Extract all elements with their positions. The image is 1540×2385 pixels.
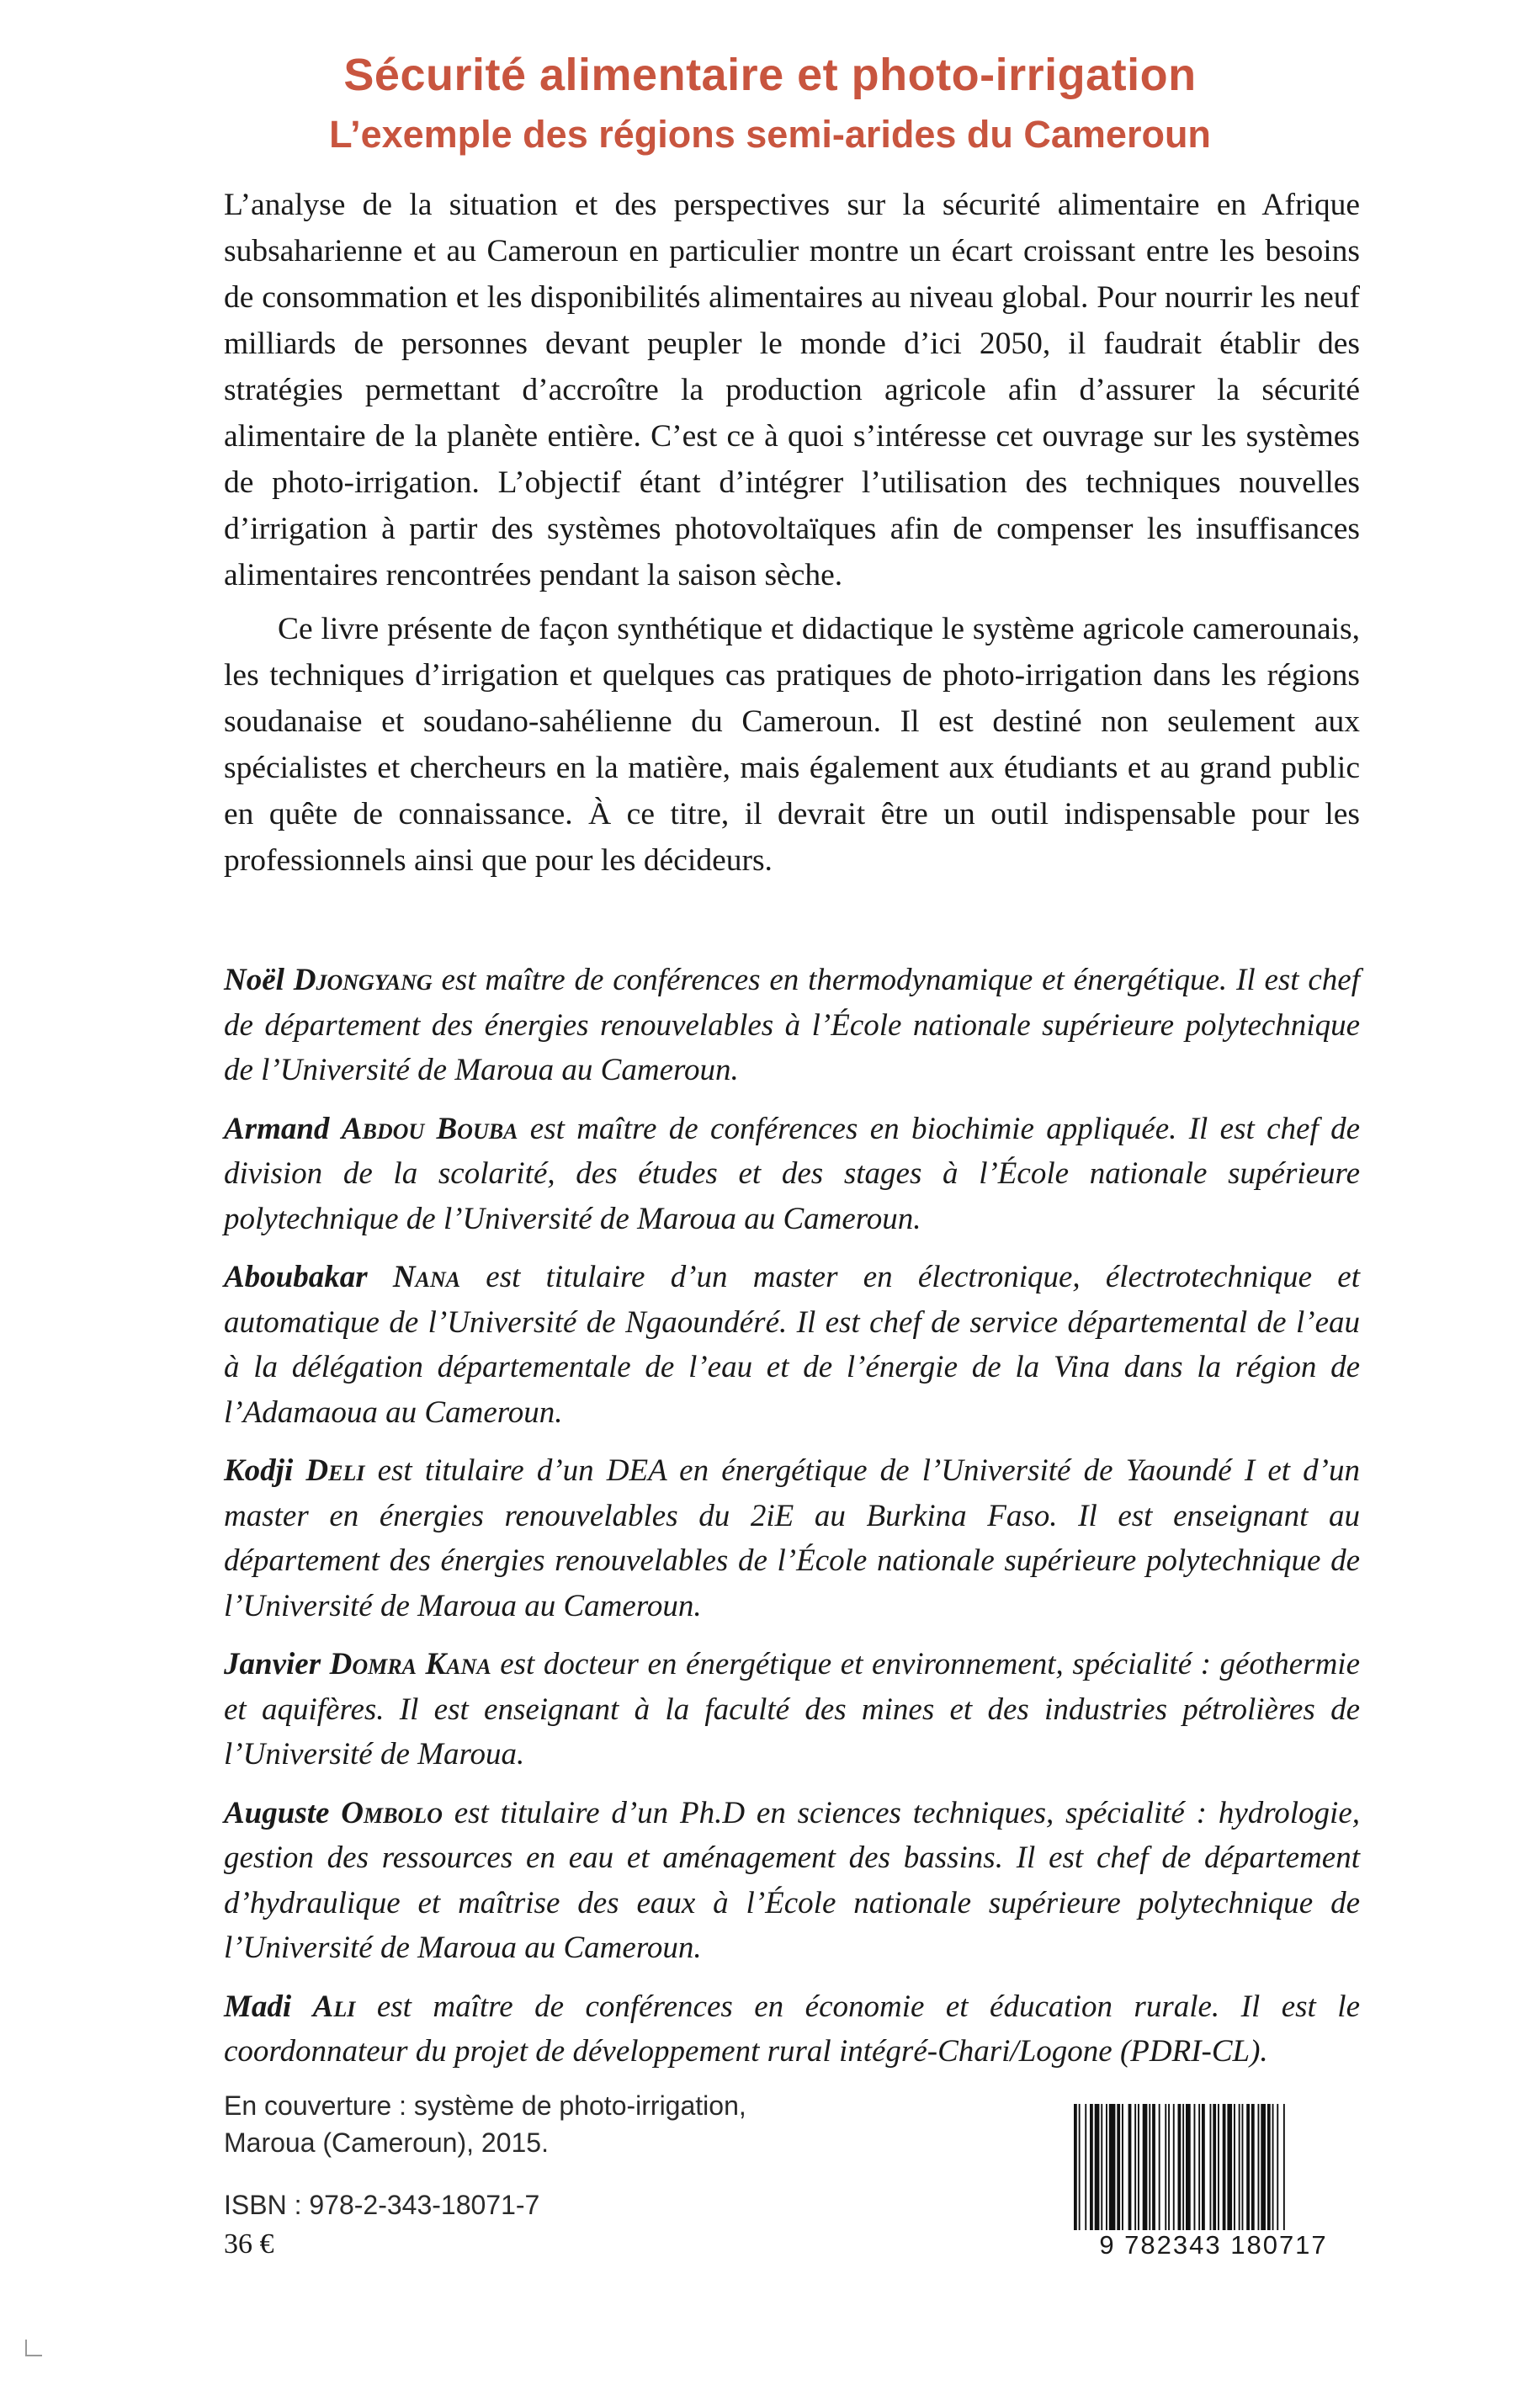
barcode-bar: [1095, 2104, 1100, 2230]
barcode-bar: [1173, 2104, 1175, 2230]
author-bio-text: est docteur en énergétique et environnement, spécialité : géothermie et aquifères. Il est enseignant à la faculté des mines et des industries pétrolières de l’Université de Maroua.: [224, 1647, 1361, 1771]
author-name: [224, 1796, 443, 1830]
barcode-bar: [1202, 2104, 1205, 2230]
author-name: [224, 1989, 355, 2024]
author-last-name: Nana: [392, 1260, 461, 1294]
barcode-bars: [1069, 2104, 1355, 2230]
barcode-bar: [1149, 2104, 1150, 2230]
author-first-name: Janvier: [224, 1647, 321, 1681]
barcode-digits: 9 782343 180717: [1064, 2230, 1363, 2260]
barcode-bar: [1272, 2104, 1274, 2230]
author-bio: [224, 958, 1360, 1093]
author-first-name: Armand: [224, 1111, 330, 1146]
barcode-bar: [1101, 2104, 1102, 2230]
barcode-bar: [1283, 2104, 1285, 2230]
barcode-bar: [1109, 2104, 1116, 2230]
barcode-bar: [1218, 2104, 1219, 2230]
barcode-bar: [1143, 2104, 1148, 2230]
author-first-name: Auguste: [224, 1795, 330, 1830]
author-last-name: Deli: [305, 1453, 365, 1488]
author-bio: [224, 1791, 1360, 1971]
barcode-bar: [1251, 2104, 1255, 2230]
author-last-name: Domra Kana: [329, 1647, 491, 1681]
barcode-bar: [1242, 2104, 1244, 2230]
barcode-bar: [1159, 2104, 1160, 2230]
price: 36 €: [224, 2228, 274, 2260]
barcode-bar: [1178, 2104, 1182, 2230]
barcode-bar: [1106, 2104, 1107, 2230]
barcode-bar: [1239, 2104, 1240, 2230]
barcode-bar: [1277, 2104, 1278, 2230]
crop-mark: [25, 2340, 42, 2356]
author-first-name: Kodji: [224, 1453, 294, 1488]
barcode-bar: [1134, 2104, 1136, 2230]
author-bio: [224, 1642, 1360, 1777]
author-name: [224, 963, 433, 997]
author-last-name: Ali: [312, 1989, 356, 2024]
author-name: [224, 1647, 491, 1681]
author-bio: [224, 1984, 1360, 2074]
barcode-bar: [1246, 2104, 1250, 2230]
summary-paragraph-2: Ce livre présente de façon synthétique et didactique le système agricole camerounais, les techniques d’irrigation et quelques cas pratiques de photo-irrigation dans les régions soudanaise et soudano-sahélienne du Cameroun. Il est destiné non seulement aux spécialistes et chercheurs en la matière, mais également aux étudiants et au grand public en quête de connaissance. À ce titre, il devrait être un outil indispensable pour les professionnels ainsi que pour les décideurs.: [224, 612, 1360, 878]
author-bio-text: est titulaire d’un DEA en énergétique de l’Université de Yaoundé I et d’un master en énergies renouvelables du 2iE au Burkina Faso. Il est enseignant au département des énergies renouvelables de l’École nationale supérieure polytechnique de l’Université de Maroua au Cameroun.: [224, 1453, 1360, 1623]
barcode-bar: [1165, 2104, 1166, 2230]
author-last-name: Ombolo: [341, 1795, 443, 1830]
barcode-bar: [1186, 2104, 1191, 2230]
barcode-bar: [1210, 2104, 1212, 2230]
barcode-bar: [1138, 2104, 1139, 2230]
author-last-name: Abdou Bouba: [341, 1111, 518, 1146]
cover-credit: [224, 2087, 746, 2161]
barcode-bar: [1223, 2104, 1226, 2230]
barcode-bar: [1194, 2104, 1196, 2230]
author-name: [224, 1453, 364, 1488]
barcode-bar: [1152, 2104, 1155, 2230]
barcode-bar: [1227, 2104, 1232, 2230]
barcode-bar: [1261, 2104, 1266, 2230]
book-title: Sécurité alimentaire et photo-irrigation: [343, 50, 1197, 100]
barcode-bar: [1122, 2104, 1123, 2230]
barcode-bar: [1213, 2104, 1216, 2230]
author-bio-text: est maître de conférences en biochimie appliquée. Il est chef de division de la scolarité, des études et des stages à l’École nationale supérieure polytechnique de l’Université de Maroua au Cameroun.: [224, 1111, 1361, 1236]
barcode-bar: [1085, 2104, 1086, 2230]
author-first-name: Aboubakar: [224, 1260, 368, 1294]
author-last-name: Djongyang: [293, 963, 433, 997]
barcode-bar: [1168, 2104, 1170, 2230]
barcode-bar: [1128, 2104, 1132, 2230]
cover-credit-line-1: En couverture : système de photo-irrigation,: [224, 2090, 746, 2121]
barcode-bar: [1117, 2104, 1120, 2230]
barcode-bar: [1267, 2104, 1271, 2230]
author-bio: [224, 1107, 1360, 1242]
summary: [224, 182, 1360, 884]
barcode-bar: [1079, 2104, 1081, 2230]
author-bio: [224, 1255, 1360, 1435]
author-bio-text: est titulaire d’un Ph.D en sciences techniques, spécialité : hydrologie, gestion des ressources en eau et aménagement des bassins. Il est chef de département d’hydraulique et maîtrise des eaux à l’École nationale supérieure polytechnique de l’Université de Maroua au Cameroun.: [224, 1795, 1361, 1965]
barcode-bar: [1074, 2104, 1077, 2230]
book-subtitle: L’exemple des régions semi-arides du Cameroun: [329, 113, 1211, 156]
barcode-bar: [1234, 2104, 1235, 2230]
author-bio: [224, 1448, 1360, 1628]
author-first-name: Madi: [224, 1989, 292, 2024]
barcode-bar: [1258, 2104, 1260, 2230]
author-bio-text: est titulaire d’un master en électronique, électrotechnique et automatique de l’Université de Ngaoundéré. Il est chef de service départemental de l’eau à la délégation départementale de l’eau et de l’énergie de la Vina dans la région de l’Adamaoua au Cameroun.: [224, 1260, 1360, 1430]
author-name: [224, 1260, 460, 1294]
author-name: [224, 1112, 518, 1146]
summary-paragraph-1: L’analyse de la situation et des perspectives sur la sécurité alimentaire en Afrique subsaharienne et au Cameroun en particulier montre un écart croissant entre les besoins de consommation et les disponibilités alimentaires au niveau global. Pour nourrir les neuf milliards de personnes devant peupler le monde d’ici 2050, il faudrait établir des stratégies permettant d’accroître la production agricole afin d’assurer la sécurité alimentaire de la planète entière. C’est ce à quoi s’intéresse cet ouvrage sur les systèmes de photo-irrigation. L’objectif étant d’intégrer l’utilisation des techniques nouvelles d’irrigation à partir des systèmes photovoltaïques afin de compenser les insuffisances alimentaires rencontrées pendant la saison sèche.: [224, 188, 1360, 592]
author-bio-text: est maître de conférences en économie et éducation rurale. Il est le coordonnateur du projet de développement rural intégré-Chari/Logone (PDRI-CL).: [224, 1989, 1360, 2069]
barcode-bar: [1182, 2104, 1184, 2230]
barcode-bar: [1090, 2104, 1093, 2230]
cover-credit-line-2: Maroua (Cameroun), 2015.: [224, 2127, 549, 2158]
author-bio-text: est maître de conférences en thermodynamique et énergétique. Il est chef de département des énergies renouvelables à l’École nationale supérieure polytechnique de l’Université de Maroua au Cameroun.: [224, 963, 1360, 1087]
author-first-name: Noël: [224, 963, 284, 997]
barcode-bar: [1198, 2104, 1200, 2230]
author-bios: [224, 958, 1360, 2088]
isbn: ISBN : 978-2-343-18071-7: [224, 2190, 540, 2220]
